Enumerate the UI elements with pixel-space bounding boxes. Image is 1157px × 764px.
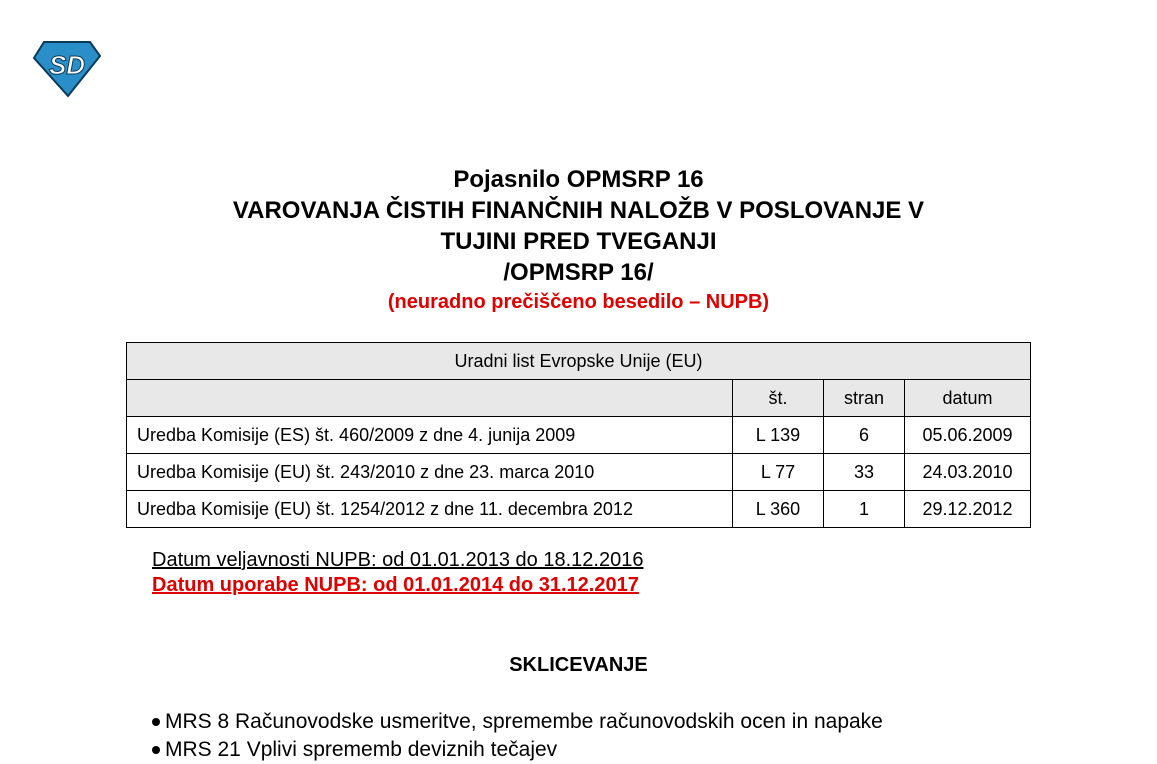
table-row: Uredba Komisije (EU) št. 1254/2012 z dne 11. decembra 2012 L 360 1 29.12.2012	[127, 491, 1031, 528]
validity-date: Datum veljavnosti NUPB: od 01.01.2013 do 18.12.2016	[152, 549, 644, 571]
table-row: Uredba Komisije (ES) št. 460/2009 z dne 4. junija 2009 L 139 6 05.06.2009	[127, 417, 1031, 454]
reference-list	[152, 708, 883, 764]
section-heading: SKLICEVANJE	[509, 654, 648, 676]
doc-title-line2: VAROVANJA ČISTIH FINANČNIH NALOŽB V POSLOVANJE V	[232, 197, 925, 224]
list-item: MRS 8 Računovodske usmeritve, spremembe računovodskih ocen in napake	[152, 708, 883, 736]
doc-title-line3: TUJINI PRED TVEGANJI	[440, 228, 717, 255]
nupb-dates	[152, 548, 643, 598]
use-date: Datum uporabe NUPB: od 01.01.2014 do 31.12.2017	[152, 574, 639, 596]
bullet-icon	[152, 746, 160, 754]
col-datum: datum	[905, 380, 1031, 417]
table-row: Uredba Komisije (EU) št. 243/2010 z dne 23. marca 2010 L 77 33 24.03.2010	[127, 454, 1031, 491]
svg-text:SD: SD	[48, 50, 86, 80]
doc-subtitle: (neuradno prečiščeno besedilo – NUPB)	[387, 291, 770, 313]
bullet-icon	[152, 718, 160, 726]
list-item: MRS 21 Vplivi sprememb deviznih tečajev	[152, 736, 883, 764]
doc-title-line4: /OPMSRP 16/	[503, 259, 654, 286]
logo	[32, 40, 102, 98]
table-column-headers	[127, 380, 1031, 417]
official-journal-table	[126, 342, 1031, 528]
doc-title: Pojasnilo OPMSRP 16	[453, 166, 704, 193]
col-st: št.	[733, 380, 824, 417]
table-header: Uradni list Evropske Unije (EU)	[127, 343, 1031, 380]
col-stran: stran	[824, 380, 905, 417]
